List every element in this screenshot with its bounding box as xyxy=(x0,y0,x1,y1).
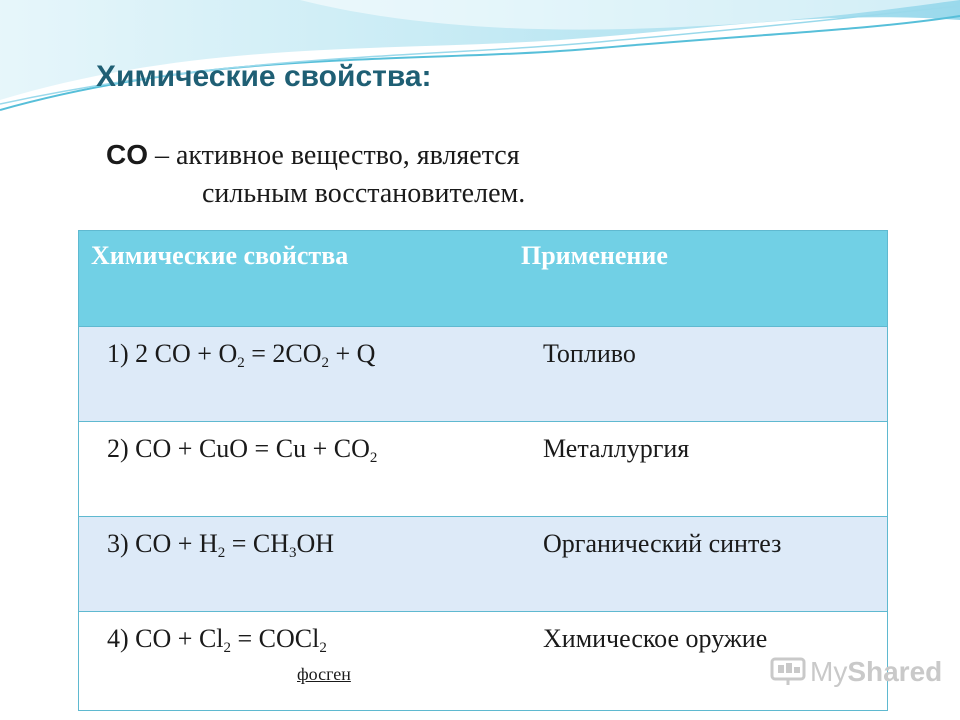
table-header-row xyxy=(79,231,888,327)
reaction-text: 2) CO + CuO = Cu + CO xyxy=(107,434,370,463)
properties-table xyxy=(78,230,888,711)
subscript: 3 xyxy=(289,545,297,561)
application-cell: Химическое оружие xyxy=(521,612,888,711)
reaction-text: 1) 2 CO + O xyxy=(107,339,238,368)
header-properties: Химические свойства xyxy=(79,231,522,327)
header-application: Применение xyxy=(521,231,888,327)
subscript: 2 xyxy=(321,355,329,371)
intro-text xyxy=(106,136,525,213)
reaction-cell xyxy=(79,422,522,517)
application-cell: Топливо xyxy=(521,327,888,422)
application-cell: Органический синтез xyxy=(521,517,888,612)
table-row xyxy=(79,612,888,711)
reaction-text: = 2CO xyxy=(244,339,322,368)
reaction-text: + Q xyxy=(329,339,376,368)
phosgene-note: фосген xyxy=(297,664,351,684)
projector-icon xyxy=(770,657,806,687)
reaction-text: 3) CO + H xyxy=(107,529,218,558)
reaction-text: OH xyxy=(296,529,335,558)
subscript: 2 xyxy=(223,640,232,656)
logo-text-my: My xyxy=(810,656,848,687)
intro-line-1: – активное вещество, является xyxy=(148,140,520,171)
application-cell: Металлургия xyxy=(521,422,888,517)
subscript: 2 xyxy=(319,640,327,656)
logo-text-shared: Shared xyxy=(847,656,943,687)
reaction-text: 4) CO + Cl xyxy=(107,624,224,653)
reaction-cell xyxy=(79,327,522,422)
subscript: 2 xyxy=(217,545,226,561)
table-row xyxy=(79,327,888,422)
table-row xyxy=(79,422,888,517)
subscript: 2 xyxy=(237,355,245,371)
myshared-logo xyxy=(770,656,942,688)
intro-formula: CO xyxy=(106,139,148,170)
page-title: Химические свойства: xyxy=(96,60,432,93)
intro-line-2: сильным восстановителем. xyxy=(202,178,526,209)
reaction-text: = CH xyxy=(225,529,289,558)
table-row xyxy=(79,517,888,612)
reaction-cell xyxy=(79,612,522,711)
reaction-text: = COCl xyxy=(231,624,320,653)
reaction-cell xyxy=(79,517,522,612)
subscript: 2 xyxy=(369,450,378,466)
